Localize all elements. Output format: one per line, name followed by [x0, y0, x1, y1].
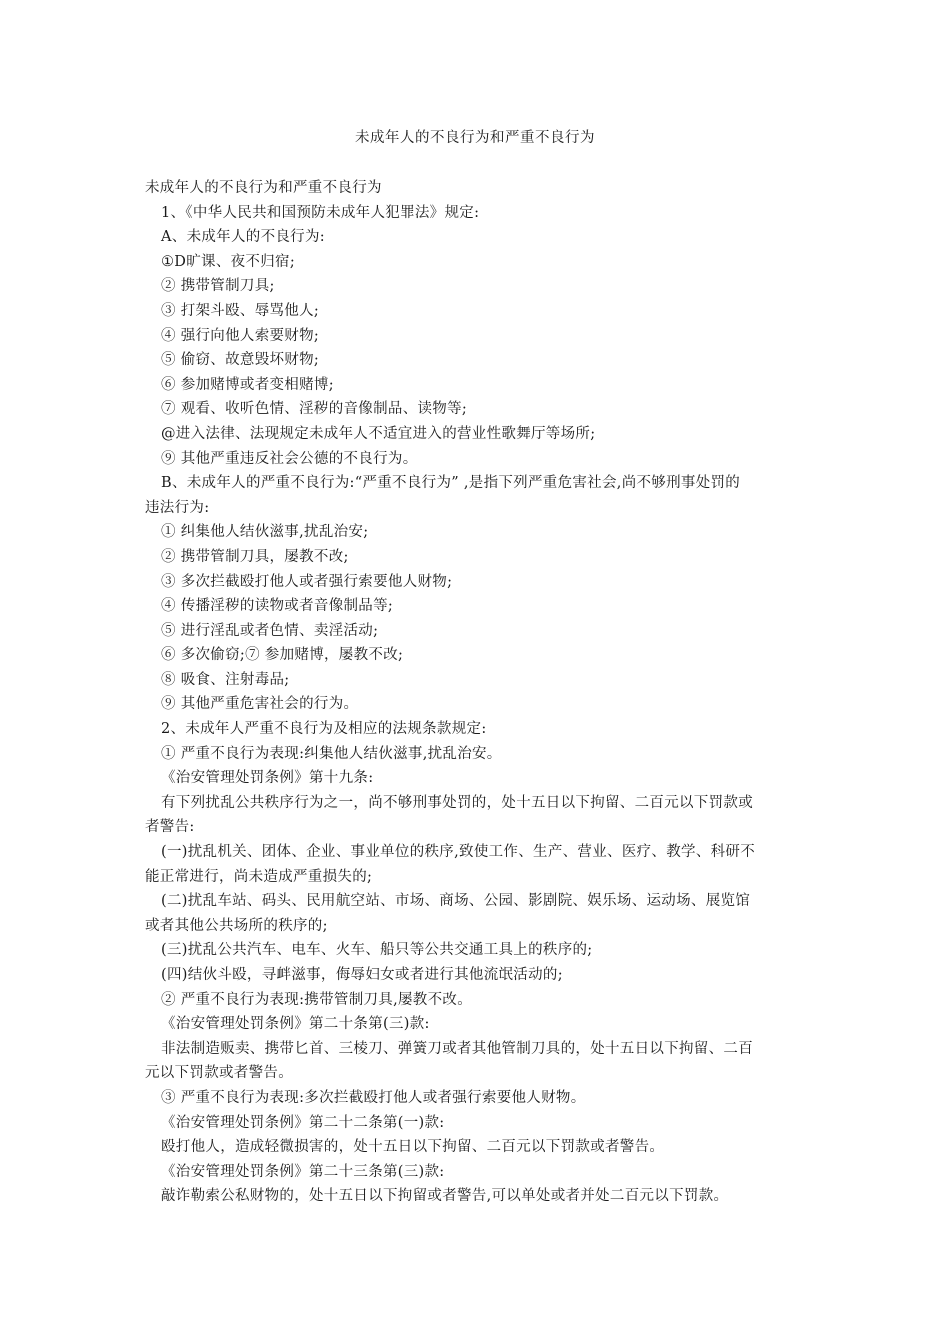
document-title: 未成年人的不良行为和严重不良行为: [355, 130, 595, 146]
list-item: ⑧ 吸食、注射毒品;: [161, 671, 290, 688]
regulation-heading: 《治安管理处罚条例》第二十二条第(一)款:: [161, 1114, 445, 1131]
list-item: ⑤ 进行淫乱或者色情、卖淫活动;: [161, 622, 379, 639]
list-item: ② 严重不良行为表现:携带管制刀具,屡教不改。: [161, 991, 473, 1008]
regulation-heading: 《治安管理处罚条例》第二十三条第(三)款:: [161, 1163, 445, 1180]
paragraph-line: 1、《中华人民共和国预防未成年人犯罪法》规定:: [161, 204, 480, 221]
list-item: ⑥ 多次偷窃;⑦ 参加赌博，屡教不改;: [161, 647, 404, 664]
list-item: ③ 打架斗殴、辱骂他人;: [161, 302, 320, 319]
paragraph-line: 敲诈勒索公私财物的，处十五日以下拘留或者警告,可以单处或者并处二百元以下罚款。: [161, 1188, 729, 1205]
list-item: ④ 传播淫秽的读物或者音像制品等;: [161, 598, 394, 615]
list-item: ① 纠集他人结伙滋事,扰乱治安;: [161, 524, 369, 541]
paragraph-line: 或者其他公共场所的秩序的;: [145, 917, 328, 934]
list-item: ② 携带管制刀具，屡教不改;: [161, 548, 349, 565]
list-item: ①D旷课、夜不归宿;: [161, 253, 296, 270]
paragraph-line: 2、未成年人严重不良行为及相应的法规条款规定:: [161, 721, 487, 738]
paragraph-line: (二)扰乱车站、码头、民用航空站、市场、商场、公园、影剧院、娱乐场、运动场、展览馆: [161, 893, 751, 910]
regulation-heading: 《治安管理处罚条例》第十九条:: [161, 770, 374, 787]
paragraph-line: (一)扰乱机关、团体、企业、事业单位的秩序,致使工作、生产、营业、医疗、教学、科研不: [161, 844, 756, 861]
paragraph-line: 有下列扰乱公共秩序行为之一，尚不够刑事处罚的，处十五日以下拘留、二百元以下罚款或: [161, 794, 753, 811]
paragraph-line: (三)扰乱公共汽车、电车、火车、船只等公共交通工具上的秩序的;: [161, 942, 593, 959]
list-item: ⑥ 参加赌博或者变相赌博;: [161, 376, 334, 393]
list-item: @进入法律、法现规定未成年人不适宜进入的营业性歌舞厅等场所;: [161, 425, 596, 442]
list-item: ⑨ 其他严重违反社会公德的不良行为。: [161, 450, 418, 467]
paragraph-line: 者警告:: [145, 819, 195, 836]
paragraph-line: 元以下罚款或者警告。: [145, 1065, 293, 1082]
document-body: [145, 176, 807, 1209]
list-item: ③ 严重不良行为表现:多次拦截殴打他人或者强行索要他人财物。: [161, 1089, 586, 1106]
list-item: ⑨ 其他严重危害社会的行为。: [161, 696, 359, 713]
list-item: ④ 强行向他人索要财物;: [161, 327, 320, 344]
paragraph-line: 违法行为:: [145, 499, 210, 516]
list-item: ⑦ 观看、收听色情、淫秽的音像制品、读物等;: [161, 401, 468, 418]
paragraph-line: 能正常进行，尚未造成严重损失的;: [145, 868, 373, 885]
list-item: ② 携带管制刀具;: [161, 278, 275, 295]
section-heading: 未成年人的不良行为和严重不良行为: [145, 180, 382, 196]
paragraph-line: A、未成年人的不良行为:: [161, 229, 325, 246]
paragraph-line: (四)结伙斗殴，寻衅滋事，侮辱妇女或者进行其他流氓活动的;: [161, 967, 563, 983]
list-item: ① 严重不良行为表现:纠集他人结伙滋事,扰乱治安。: [161, 745, 502, 762]
list-item: ⑤ 偷窃、故意毁坏财物;: [161, 352, 320, 369]
paragraph-line: 殴打他人，造成轻微损害的，处十五日以下拘留、二百元以下罚款或者警告。: [161, 1139, 665, 1156]
list-item: ③ 多次拦截殴打他人或者强行索要他人财物;: [161, 573, 453, 590]
paragraph-line: B、未成年人的严重不良行为:“严重不良行为” ,是指下列严重危害社会,尚不够刑事处罚的: [161, 475, 741, 492]
regulation-heading: 《治安管理处罚条例》第二十条第(三)款:: [161, 1016, 430, 1033]
paragraph-line: 非法制造贩卖、携带匕首、三棱刀、弹簧刀或者其他管制刀具的，处十五日以下拘留、二百: [161, 1040, 753, 1057]
